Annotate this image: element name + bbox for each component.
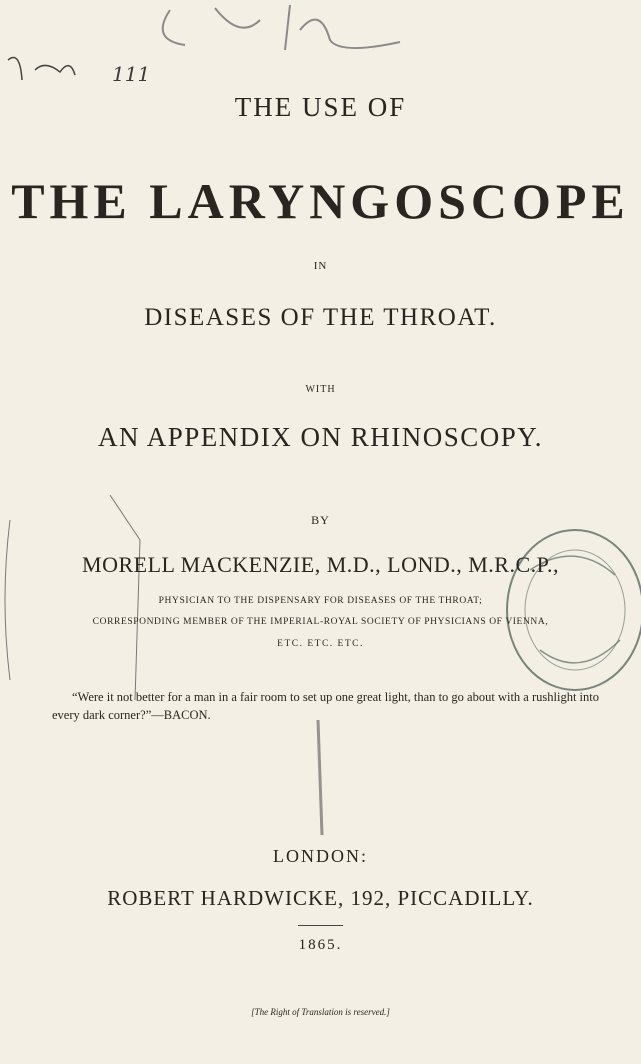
handwritten-note: 111	[112, 62, 151, 86]
author-credential-3: ETC. ETC. ETC.	[277, 639, 364, 649]
appendix-title: AN APPENDIX ON RHINOSCOPY.	[97, 422, 544, 452]
publication-year: 1865.	[298, 937, 343, 953]
author-credential-1: PHYSICIAN TO THE DISPENSARY FOR DISEASES OF THE THROAT;	[158, 596, 483, 606]
divider-rule	[298, 925, 343, 926]
epigraph-quote: “Were it not better for a man in a fair room to set up one great light, than to go about with a rushlight into every dark corner?”—BACON.	[52, 690, 599, 722]
connector-in: IN	[313, 260, 328, 272]
author-name: MORELL MACKENZIE, M.D., LOND., M.R.C.P.,	[82, 552, 559, 577]
subtitle: DISEASES OF THE THROAT.	[144, 304, 497, 331]
main-title: THE LARYNGOSCOPE	[11, 173, 630, 229]
publication-place: LONDON:	[273, 846, 368, 866]
title-line-1: THE USE OF	[234, 92, 407, 122]
ink-stroke-icon	[318, 720, 322, 835]
connector-with: WITH	[305, 384, 336, 395]
author-credential-2: CORRESPONDING MEMBER OF THE IMPERIAL-ROYAL SOCIETY OF PHYSICIANS OF VIENNA,	[92, 617, 549, 627]
faint-signature-icon	[163, 5, 400, 50]
rights-notice: [The Right of Translation is reserved.]	[251, 1007, 390, 1017]
by-label: BY	[311, 513, 330, 527]
handwritten-initials-icon	[8, 58, 75, 81]
publisher: ROBERT HARDWICKE, 192, PICCADILLY.	[107, 886, 534, 910]
